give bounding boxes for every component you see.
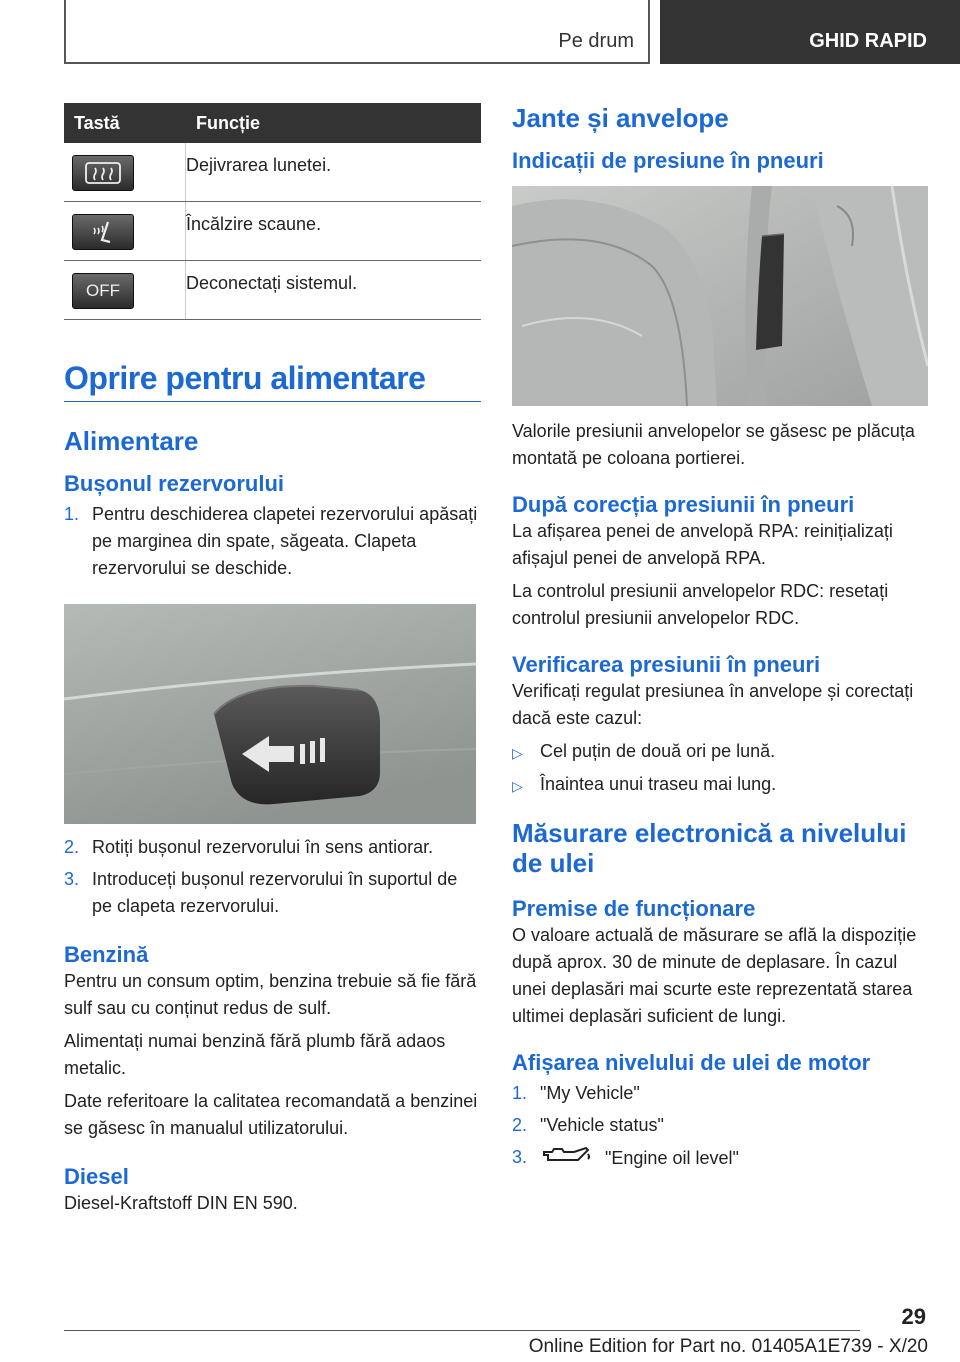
seat-heating-icon — [72, 214, 134, 250]
guide-tab[interactable] — [660, 0, 960, 64]
door-pillar-photo — [512, 186, 928, 406]
check-paragraph: Verificați regulat presiunea în anvelope și corectați dacă este cazul: — [512, 681, 914, 728]
edition-text: Online Edition for Part no. 01405A1E739 - X/20 — [528, 1336, 928, 1357]
col-function-header: Funcție — [196, 113, 261, 133]
triangle-bullet-icon: ▷ — [512, 778, 523, 794]
triangle-bullet-icon: ▷ — [512, 745, 523, 761]
table-cell-function: Încălzire scaune. — [186, 214, 322, 234]
left-column — [64, 103, 481, 1217]
petrol-paragraph-1: Pentru un consum optim, benzina trebuie să fie fără sulf sau cu conținut redus de sulf. — [64, 971, 477, 1018]
diesel-heading: Diesel — [64, 1164, 129, 1189]
step-number: 2. — [512, 1115, 528, 1135]
page-number: 29 — [901, 1304, 926, 1329]
fuel-cap-steps-b — [64, 834, 481, 920]
col-key-header: Tastă — [74, 113, 120, 133]
step-text: "My Vehicle" — [540, 1083, 640, 1103]
after-correction-heading: După corecția presiunii în pneuri — [512, 492, 855, 517]
list-item — [64, 501, 481, 582]
table-header — [64, 103, 481, 143]
step-text: "Vehicle status" — [540, 1115, 664, 1135]
table-row — [64, 143, 481, 202]
step-number: 1. — [512, 1083, 528, 1103]
guide-tab-label: GHID RAPID — [809, 30, 927, 52]
list-item — [64, 866, 481, 920]
check-pressure-heading: Verificarea presiunii în pneuri — [512, 652, 821, 677]
step-text: Introduceți bușonul rezervorului în suportul de pe clapeta rezervorului. — [92, 869, 458, 916]
oil-display-heading: Afișarea nivelului de ulei de motor — [512, 1050, 871, 1075]
oil-can-icon — [540, 1144, 592, 1174]
bullet-text: Cel puțin de două ori pe lună. — [540, 741, 776, 761]
title-rule — [64, 401, 481, 402]
oil-title: Măsurare electronică a nivelului de ulei — [512, 818, 907, 878]
after-paragraph-2: La controlul presiunii anvelopelor RDC: resetați controlul presiunii anvelopelor RDC. — [512, 581, 889, 628]
petrol-paragraph-3: Date referitoare la calitatea recomandată a benzinei se găsesc în manualul utilizatorului. — [64, 1091, 478, 1138]
header-left-rule — [64, 0, 66, 64]
petrol-heading: Benzină — [64, 942, 149, 967]
check-bullets — [512, 738, 928, 798]
off-key: OFF — [72, 273, 134, 309]
list-item — [64, 834, 481, 861]
after-paragraph-1: La afișarea penei de anvelopă RPA: reinițializați afișajul penei de anvelopă RPA. — [512, 521, 893, 568]
tyres-title: Jante și anvelope — [512, 103, 729, 133]
step-number: 3. — [512, 1147, 528, 1167]
refuel-subtitle: Alimentare — [64, 426, 199, 456]
fuel-cap-photo — [64, 604, 476, 824]
oil-display-steps — [512, 1080, 928, 1174]
refuel-title: Oprire pentru alimentare — [64, 360, 426, 396]
list-item — [512, 1080, 928, 1107]
footer-rule — [64, 1330, 860, 1331]
step-text: Pentru deschiderea clapetei rezervorului apăsați pe marginea din spate, săgeata. Clapeta rezervorului se deschide. — [92, 504, 478, 578]
bullet-text: Înaintea unui traseu mai lung. — [540, 774, 777, 794]
list-item — [512, 1112, 928, 1139]
section-tab-label: Pe drum — [558, 30, 634, 52]
list-item — [512, 771, 928, 798]
section-tab[interactable] — [530, 0, 650, 64]
pressure-heading: Indicații de presiune în pneuri — [512, 148, 824, 173]
table-row — [64, 261, 481, 320]
pressure-caption: Valorile presiunii anvelopelor se găsesc pe plăcuța montată pe coloana portierei. — [512, 421, 915, 468]
step-text: "Engine oil level" — [605, 1147, 739, 1168]
table-cell-function: Dejivrarea lunetei. — [186, 155, 332, 175]
function-table — [64, 103, 481, 320]
step-number: 2. — [64, 837, 80, 857]
list-item — [512, 738, 928, 765]
step-number: 3. — [64, 869, 80, 889]
rear-window-defrost-icon — [72, 155, 134, 191]
fuel-cap-steps-a — [64, 501, 481, 582]
step-number: 1. — [64, 504, 80, 524]
diesel-paragraph: Diesel-Kraftstoff DIN EN 590. — [64, 1193, 298, 1213]
fuel-cap-heading: Bușonul rezervorului — [64, 471, 285, 496]
petrol-paragraph-2: Alimentați numai benzină fără plumb fără adaos metalic. — [64, 1031, 446, 1078]
right-column — [512, 103, 928, 1174]
table-row — [64, 202, 481, 261]
premise-paragraph: O valoare actuală de măsurare se află la dispoziție după aprox. 30 de minute de deplasare. În cazul unei deplasări mai scurte este reprezentată starea ultimei deplasări suficient de lungi. — [512, 925, 917, 1026]
premise-heading: Premise de funcționare — [512, 896, 756, 921]
step-text: Rotiți bușonul rezervorului în sens antiorar. — [92, 837, 434, 857]
table-cell-function: Deconectați sistemul. — [186, 273, 358, 293]
list-item — [512, 1144, 928, 1174]
